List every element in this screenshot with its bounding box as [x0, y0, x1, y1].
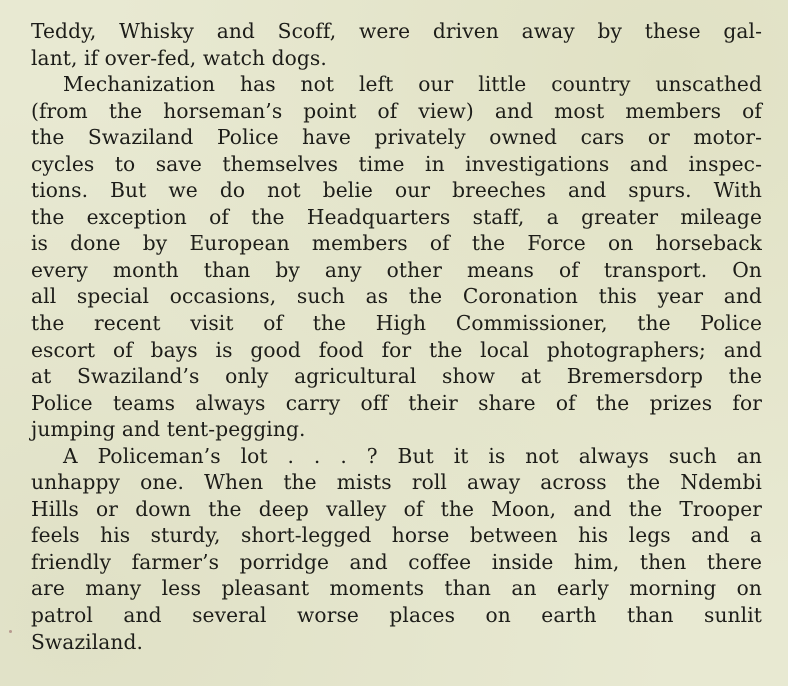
text-line: every month than by any other means of transport. On — [31, 257, 762, 282]
text-line: (from the horseman’s point of view) and most members of — [31, 98, 762, 123]
text-line: jumping and tent-pegging. — [31, 417, 306, 442]
text-line: feels his sturdy, short-legged horse between his legs and a — [31, 523, 762, 548]
text-line: are many less pleasant moments than an early morning on — [31, 576, 762, 601]
text-line: Hills or down the deep valley of the Moon, and the Trooper — [31, 496, 762, 521]
text-line: the Swaziland Police have privately owned cars or motor- — [31, 125, 762, 150]
text-line: friendly farmer’s porridge and coffee inside him, then there — [31, 549, 762, 574]
text-line: all special occasions, such as the Coronation this year and — [31, 284, 762, 309]
text-line: A Policeman’s lot . . . ? But it is not always such an — [63, 443, 762, 468]
text-line: patrol and several worse places on earth than sunlit — [31, 603, 762, 628]
paper-speck — [9, 630, 12, 633]
text-line: lant, if over-fed, watch dogs. — [31, 45, 327, 70]
text-line: unhappy one. When the mists roll away across the Ndembi — [31, 470, 762, 495]
text-line: at Swaziland’s only agricultural show at Bremersdorp the — [31, 364, 762, 389]
text-line: Teddy, Whisky and Scoff, were driven away by these gal- — [31, 19, 762, 43]
text-line: is done by European members of the Force on horseback — [31, 231, 762, 256]
text-line: cycles to save themselves time in investigations and inspec- — [31, 151, 762, 176]
text-line: tions. But we do not belie our breeches and spurs. With — [31, 178, 762, 203]
text-line: the exception of the Headquarters staff, a greater mileage — [31, 204, 762, 229]
text-line: Swaziland. — [31, 629, 144, 654]
text-line: Police teams always carry off their share of the prizes for — [31, 390, 762, 415]
text-line: the recent visit of the High Commissioner, the Police — [31, 311, 762, 336]
text-line: escort of bays is good food for the local photographers; and — [31, 337, 762, 362]
body-text — [31, 18, 762, 655]
text-line: Mechanization has not left our little country unscathed — [63, 72, 762, 97]
